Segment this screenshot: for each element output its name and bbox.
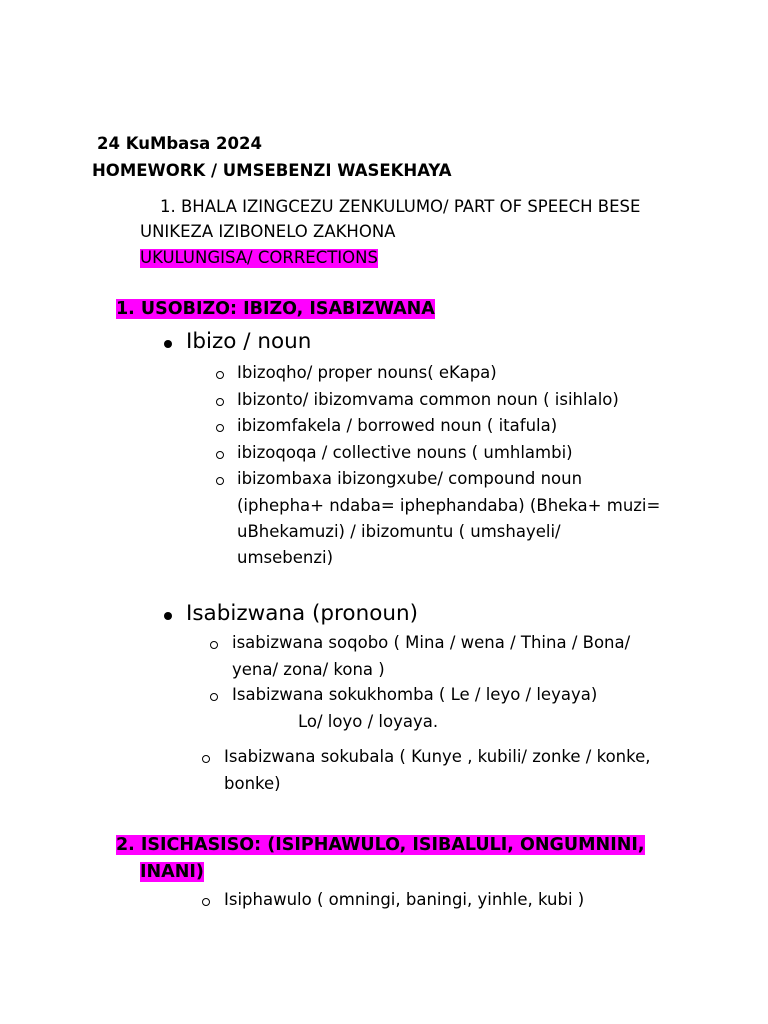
circle-bullet-icon bbox=[216, 477, 224, 485]
date: 24 KuMbasa 2024 bbox=[97, 134, 262, 153]
circle-bullet-icon bbox=[202, 755, 210, 763]
isabizwana-item: Isabizwana sokukhomba ( Le / leyo / leyaya) bbox=[232, 685, 598, 704]
isabizwana-item-continuation: bonke) bbox=[224, 774, 281, 793]
isabizwana-label: Isabizwana (pronoun) bbox=[186, 601, 418, 626]
circle-bullet-icon bbox=[216, 371, 224, 379]
ibizo-label: Ibizo / noun bbox=[186, 329, 312, 354]
isichasiso-item: Isiphawulo ( omningi, baningi, yinhle, kubi ) bbox=[224, 890, 585, 909]
circle-bullet-icon bbox=[210, 693, 218, 701]
section-2-heading-continuation: INANI) bbox=[140, 862, 204, 882]
homework-title: HOMEWORK / UMSEBENZI WASEKHAYA bbox=[92, 161, 452, 180]
circle-bullet-icon bbox=[216, 398, 224, 406]
circle-bullet-icon bbox=[216, 424, 224, 432]
ibizo-item: ibizombaxa ibizongxube/ compound noun bbox=[237, 469, 583, 488]
ibizo-item-continuation: (iphepha+ ndaba= iphephandaba) (Bheka+ muzi= bbox=[237, 496, 661, 515]
isabizwana-item: Isabizwana sokubala ( Kunye , kubili/ zonke / konke, bbox=[224, 747, 651, 766]
bullet-icon bbox=[164, 340, 172, 348]
isabizwana-item-continuation: Lo/ loyo / loyaya. bbox=[298, 712, 439, 731]
ibizo-item: ibizomfakela / borrowed noun ( itafula) bbox=[237, 416, 558, 435]
circle-bullet-icon bbox=[202, 898, 210, 906]
corrections-label: UKULUNGISA/ CORRECTIONS bbox=[140, 248, 378, 267]
question-line-2: UNIKEZA IZIBONELO ZAKHONA bbox=[140, 222, 396, 241]
ibizo-item-continuation: umsebenzi) bbox=[237, 548, 334, 567]
bullet-icon bbox=[164, 612, 172, 620]
section-1-heading: 1. USOBIZO: IBIZO, ISABIZWANA bbox=[116, 299, 435, 319]
isabizwana-item: isabizwana soqobo ( Mina / wena / Thina / Bona/ bbox=[232, 633, 631, 652]
circle-bullet-icon bbox=[216, 451, 224, 459]
ibizo-item: ibizoqoqa / collective nouns ( umhlambi) bbox=[237, 443, 573, 462]
section-2-heading: 2. ISICHASISO: (ISIPHAWULO, ISIBALULI, ONGUMNINI, bbox=[116, 835, 645, 855]
ibizo-item-continuation: uBhekamuzi) / ibizomuntu ( umshayeli/ bbox=[237, 522, 561, 541]
question-line-1: 1. BHALA IZINGCEZU ZENKULUMO/ PART OF SPEECH BESE bbox=[160, 197, 641, 216]
ibizo-item: Ibizonto/ ibizomvama common noun ( isihlalo) bbox=[237, 390, 619, 409]
circle-bullet-icon bbox=[210, 641, 218, 649]
ibizo-item: Ibizoqho/ proper nouns( eKapa) bbox=[237, 363, 497, 382]
isabizwana-item-continuation: yena/ zona/ kona ) bbox=[232, 660, 385, 679]
